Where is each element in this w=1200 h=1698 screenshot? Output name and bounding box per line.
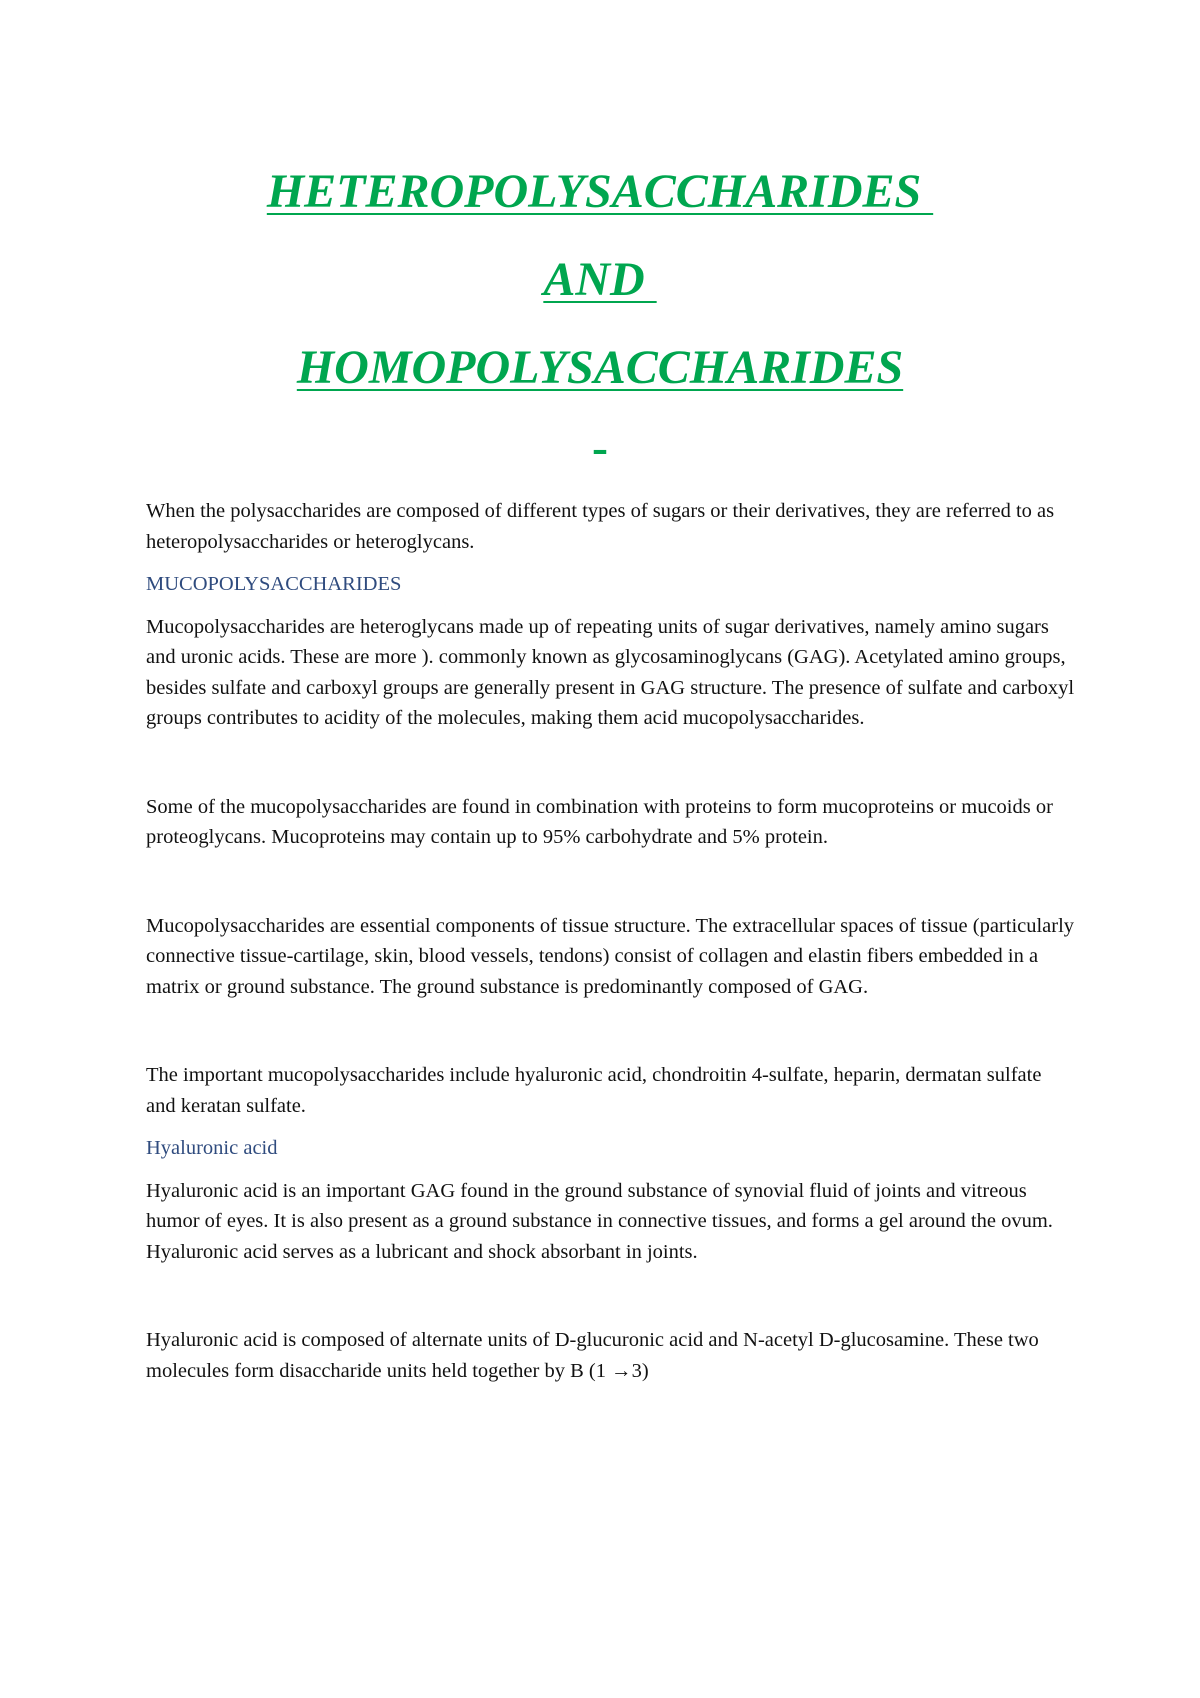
paragraph-tissue-structure: Mucopolysaccharides are essential components of tissue structure. The extracellular spaces of tissue (particularly connective tissue-cartilage, skin, blood vessels, tendons) consist of collagen and elastin fibers embedded in a matrix or ground substance. The ground substance is predominantly composed of GAG. bbox=[146, 914, 1075, 998]
title-line-heteropolysaccharides: HETEROPOLYSACCHARIDES bbox=[266, 165, 934, 218]
title-block bbox=[0, 148, 1200, 478]
paragraph-mucopolysaccharides-definition: Mucopolysaccharides are heteroglycans made up of repeating units of sugar derivatives, namely amino sugars and uronic acids. These are more ). commonly known as glycosaminoglycans (GAG). Acetylated amino groups, besides sulfate and carboxyl groups are generally present in GAG structure. The presence of sulfate and carboxyl groups contributes to acidity of the molecules, making them acid mucopolysaccharides. bbox=[146, 615, 1075, 729]
heading-hyaluronic-acid: Hyaluronic acid bbox=[146, 1137, 278, 1159]
document-body bbox=[146, 496, 1076, 1386]
title-line-homopolysaccharides: HOMOPOLYSACCHARIDES bbox=[296, 341, 904, 394]
title-dash: - bbox=[592, 421, 608, 474]
paragraph-hyaluronic-function: Hyaluronic acid is an important GAG found in the ground substance of synovial fluid of joints and vitreous humor of eyes. It is also present as a ground substance in connective tissues, and forms a gel around the ovum. Hyaluronic acid serves as a lubricant and shock absorbant in joints. bbox=[146, 1179, 1053, 1263]
intro-paragraph: When the polysaccharides are composed of different types of sugars or their derivatives, they are referred to as heteropolysaccharides or heteroglycans. bbox=[146, 500, 1055, 553]
heading-mucopolysaccharides: MUCOPOLYSACCHARIDES bbox=[146, 573, 402, 595]
paragraph-hyaluronic-composition: Hyaluronic acid is composed of alternate units of D-glucuronic acid and N-acetyl D-glucosamine. These two molecules form disaccharide units held together by B (1 →3) bbox=[146, 1329, 1039, 1382]
paragraph-mucoproteins: Some of the mucopolysaccharides are found in combination with proteins to form mucoproteins or mucoids or proteoglycans. Mucoproteins may contain up to 95% carbohydrate and 5% protein. bbox=[146, 795, 1053, 848]
paragraph-important-mucopolysaccharides: The important mucopolysaccharides include hyaluronic acid, chondroitin 4-sulfate, heparin, dermatan sulfate and keratan sulfate. bbox=[146, 1064, 1042, 1117]
title-line-and: AND bbox=[543, 253, 657, 306]
